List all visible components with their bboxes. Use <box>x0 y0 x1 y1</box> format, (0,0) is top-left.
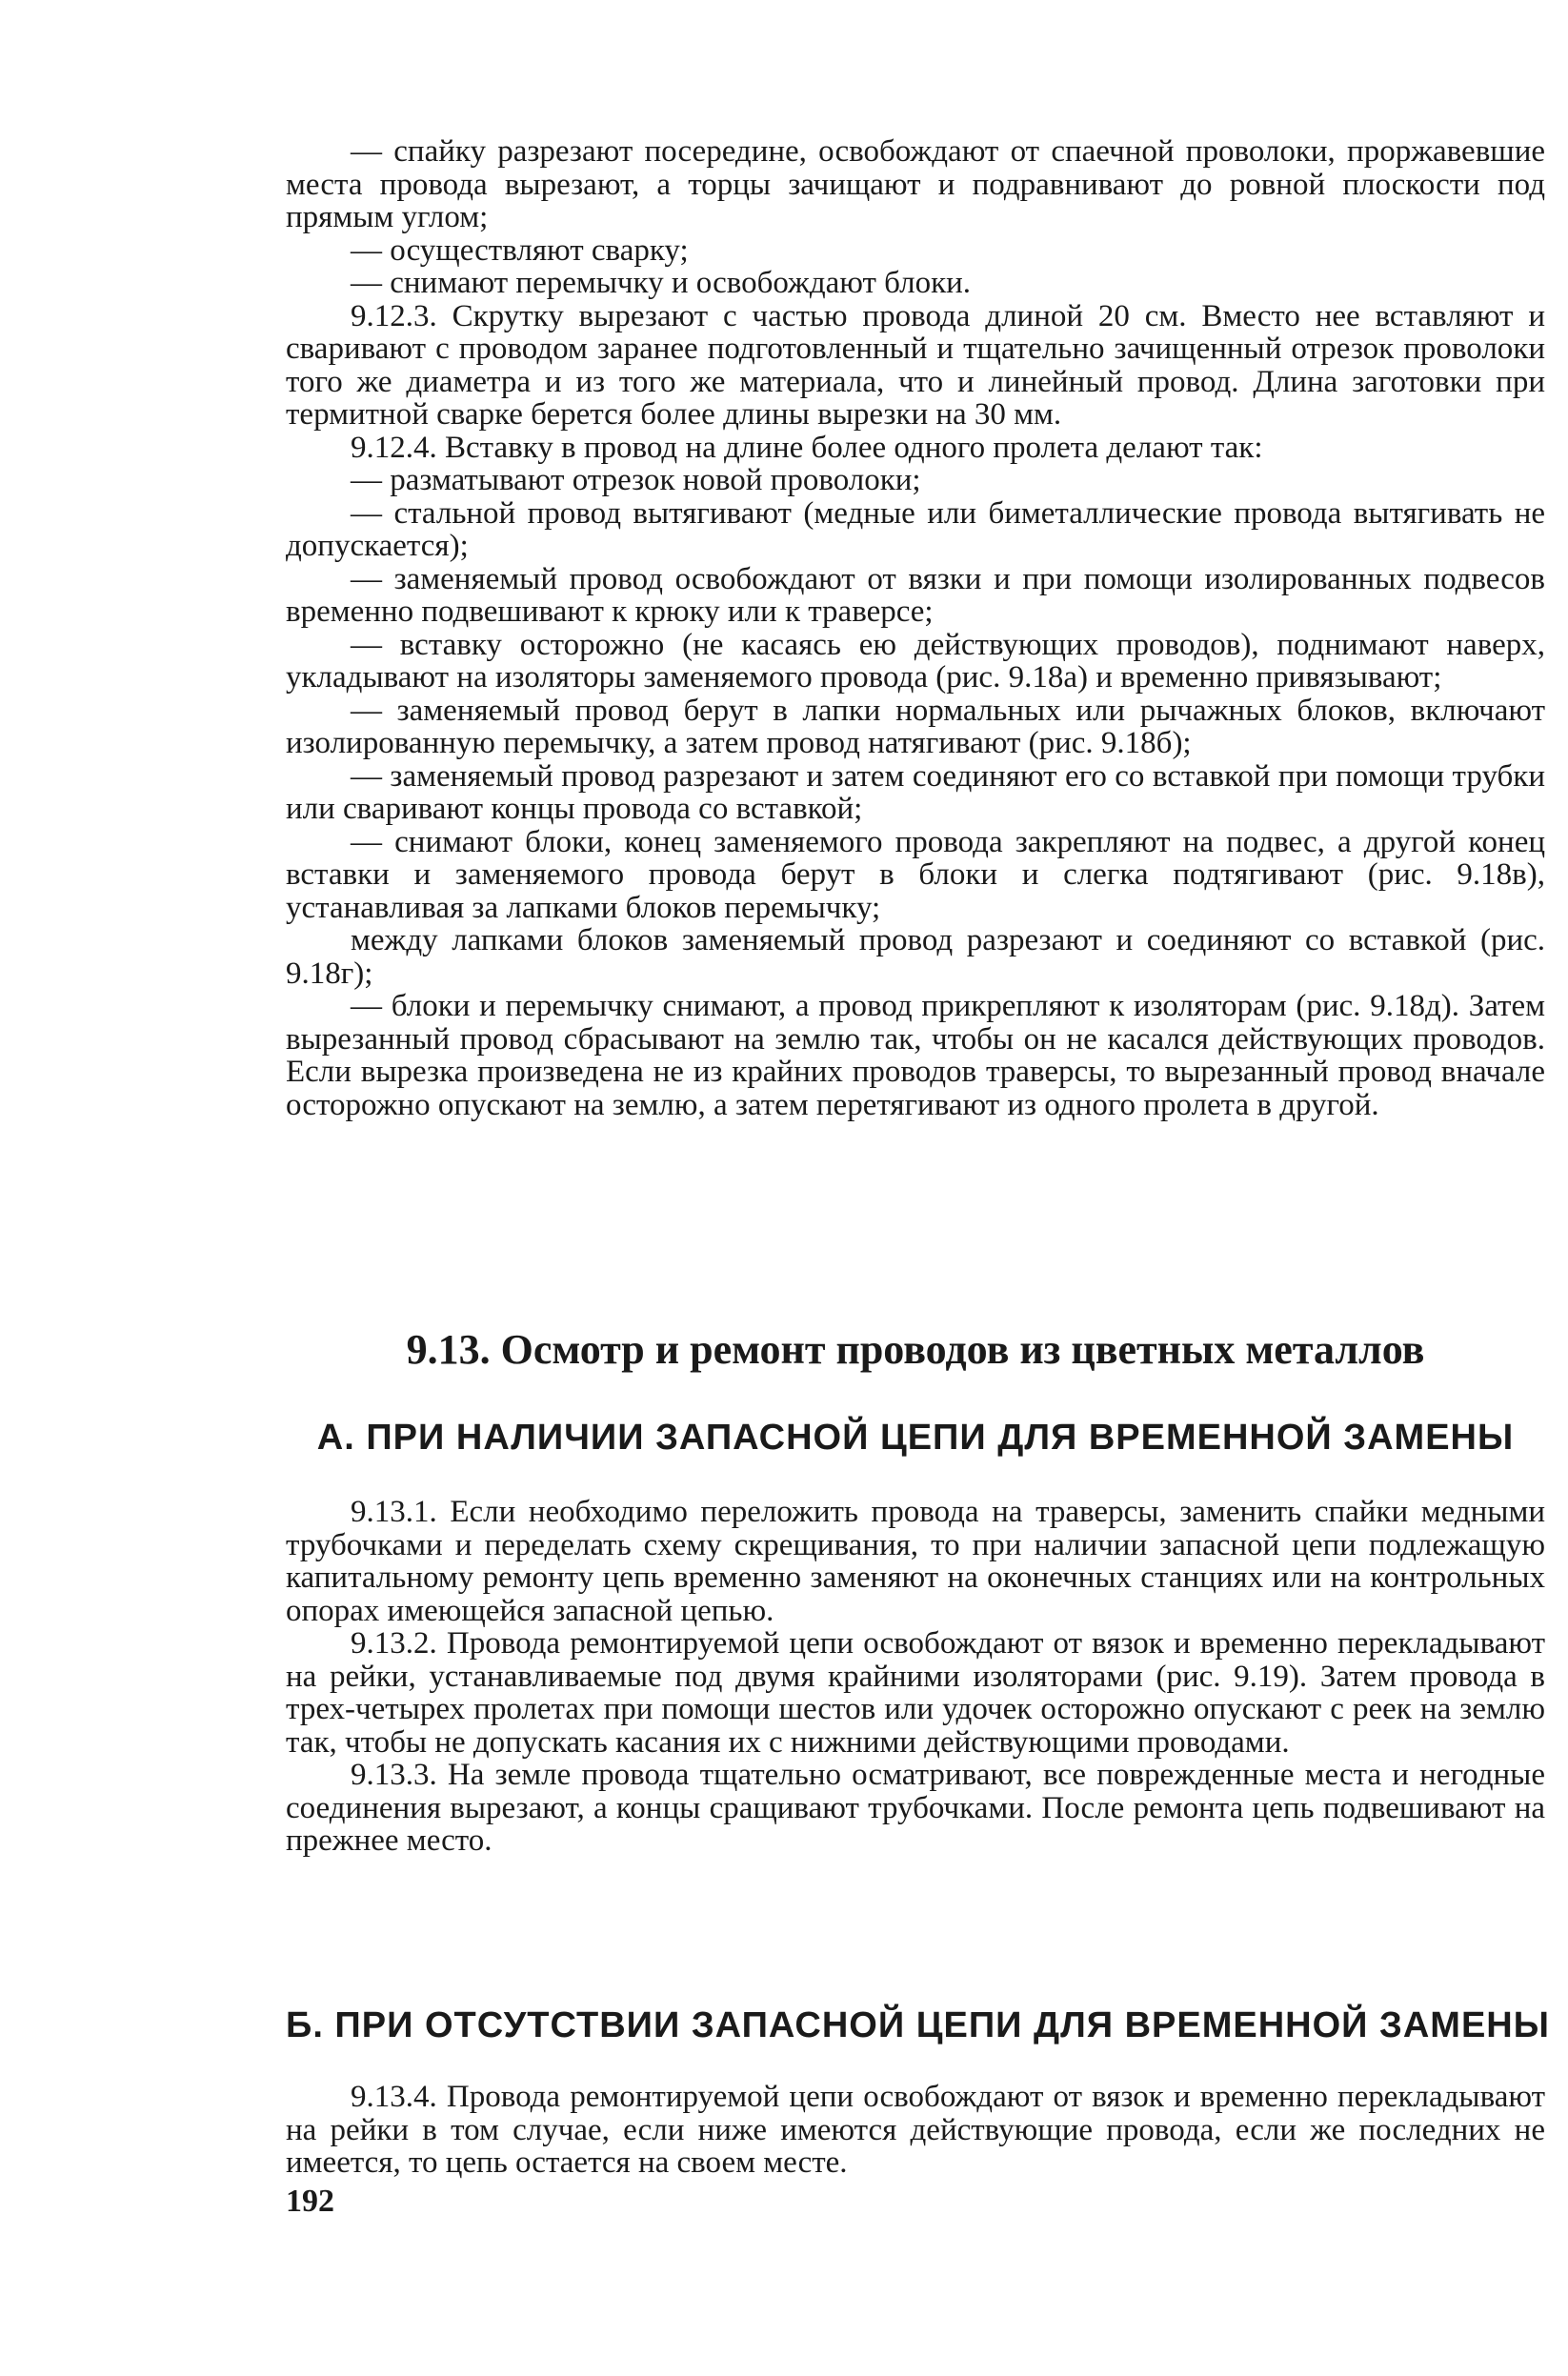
paragraph: — спайку разрезают посередине, освобождают от спаечной проволоки, проржавевшие места провода вырезают, а торцы зачищают и подравнивают до ровной плоскости под прямым углом; <box>286 134 1545 234</box>
paragraph: — разматывают отрезок новой проволоки; <box>351 463 921 497</box>
paragraph: 9.13.1. Если необходимо переложить провода на траверсы, заменить спайки медными трубочками и переделать схему скрещивания, то при наличии запасной цепи подлежащую капитальному ремонту цепь временно заменяют на оконечных станциях или на контрольных опорах имеющейся запасной цепью. <box>286 1495 1545 1628</box>
paragraph: 9.12.3. Скрутку вырезают с частью провода длиной 20 см. Вместо нее вставляют и сваривают с проводом заранее подготовленный и тщательно зачищенный отрезок проволоки того же диаметра и из того же материала, что и линейный провод. Длина заготовки при термитной сварке берется более длины вырезки на 30 мм. <box>286 298 1545 432</box>
paragraph: между лапками блоков заменяемый провод разрезают и соединяют со вставкой (рис. 9.18г); <box>286 923 1545 991</box>
paragraph: — блоки и перемычку снимают, а провод прикрепляют к изоляторам (рис. 9.18д). Затем вырезанный провод сбрасывают на землю так, чтобы он не касался действующих проводов. Если вырезка произведена не из крайних проводов траверсы, то вырезанный провод вначале осторожно опускают на землю, а затем перетягивают из одного пролета в другой. <box>286 989 1545 1122</box>
paragraph: 9.13.3. На земле провода тщательно осматривают, все поврежденные места и негодные соединения вырезают, а концы сращивают трубочками. После ремонта цепь подвешивают на прежнее место. <box>286 1758 1545 1858</box>
paragraph: — снимают блоки, конец заменяемого провода закрепляют на подвес, а другой конец вставки и заменяемого провода берут в блоки и слегка подтягивают (рис. 9.18в), устанавливая за лапками блоков перемычку; <box>286 824 1545 925</box>
paragraph: — осуществляют сварку; <box>351 232 689 268</box>
paragraph: 9.13.4. Провода ремонтируемой цепи освобождают от вязок и временно перекладывают на рейки в том случае, если ниже имеются действующие провода, если же последних не имеется, то цепь остается на своем месте. <box>286 2080 1545 2180</box>
text-block-continuation <box>286 135 1545 1121</box>
paragraph: — стальной провод вытягивают (медные или биметаллические провода вытягивать не допускается); <box>286 495 1545 563</box>
subsection-title-b: Б. ПРИ ОТСУТСТВИИ ЗАПАСНОЙ ЦЕПИ ДЛЯ ВРЕМЕННОЙ ЗАМЕНЫ <box>286 2005 1550 2045</box>
paragraph: — заменяемый провод берут в лапки нормальных или рычажных блоков, включают изолированную перемычку, а затем провод натягивают (рис. 9.18б); <box>286 693 1545 760</box>
paragraph: — снимают перемычку и освобождают блоки. <box>351 266 972 300</box>
paragraph: — вставку осторожно (не касаясь ею действующих проводов), поднимают наверх, укладывают на изоляторы заменяемого провода (рис. 9.18а) и временно привязывают; <box>286 627 1545 695</box>
paragraph: 9.12.4. Вставку в провод на длине более одного пролета делают так: <box>351 430 1263 465</box>
subsection-title-a: А. ПРИ НАЛИЧИИ ЗАПАСНОЙ ЦЕПИ ДЛЯ ВРЕМЕННОЙ ЗАМЕНЫ <box>316 1418 1515 1458</box>
text-block-section-a <box>286 1496 1545 1858</box>
section-title: 9.13. Осмотр и ремонт проводов из цветных металлов <box>406 1326 1425 1373</box>
page-number: 192 <box>286 2184 334 2219</box>
text-block-section-b <box>286 2081 1545 2180</box>
paragraph: 9.13.2. Провода ремонтируемой цепи освобождают от вязок и временно перекладывают на рейки, устанавливаемые под двумя крайними изоляторами (рис. 9.19). Затем провода в трех-четырех пролетах при помощи шестов или удочек осторожно опускают с реек на землю так, чтобы не допускать касания их с нижними действующими проводами. <box>286 1626 1545 1760</box>
paragraph: — заменяемый провод освобождают от вязки и при помощи изолированных подвесов временно подвешивают к крюку или к траверсе; <box>286 561 1545 629</box>
paragraph: — заменяемый провод разрезают и затем соединяют его со вставкой при помощи трубки или сваривают концы провода со вставкой; <box>286 758 1545 826</box>
